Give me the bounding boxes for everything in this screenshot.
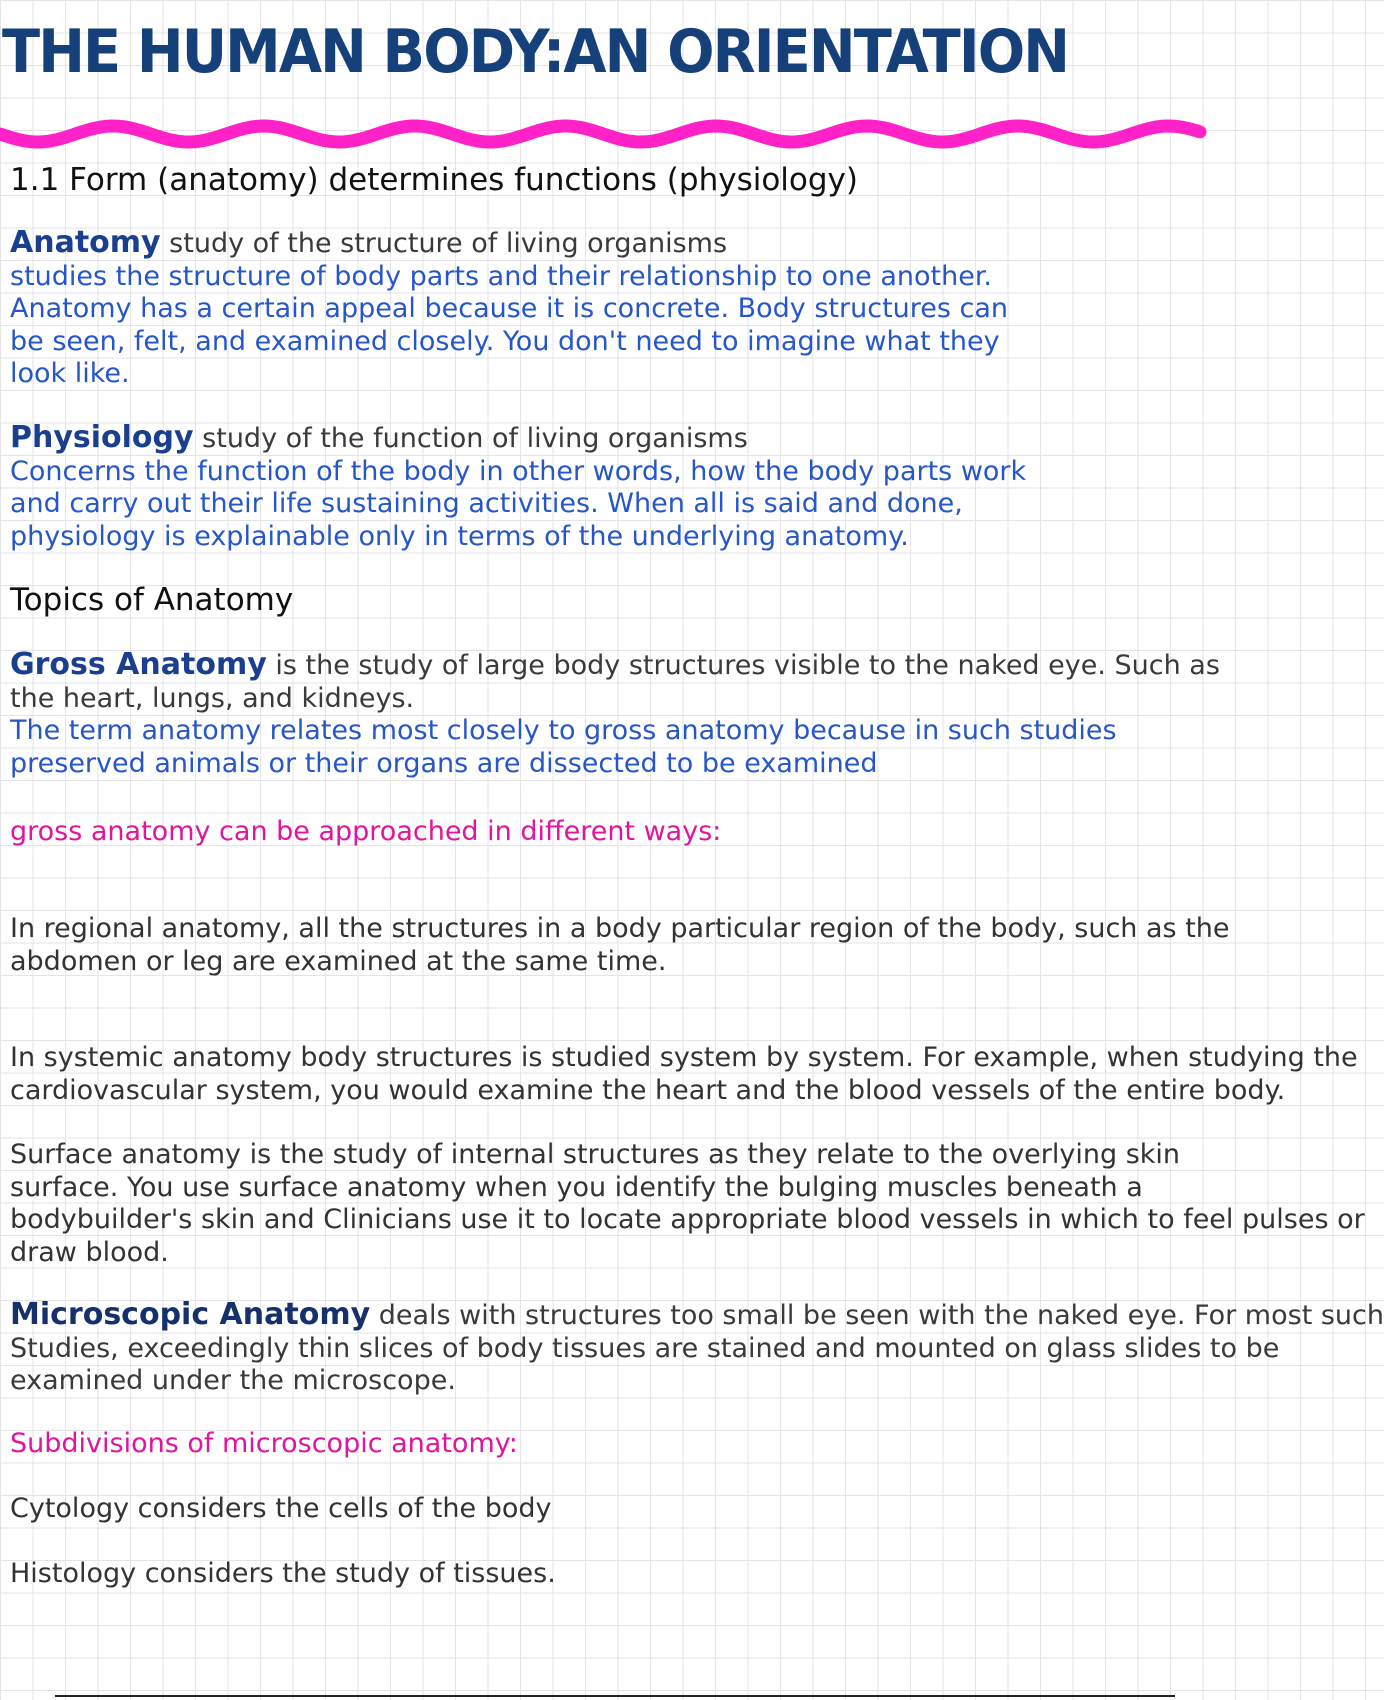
microscopic-line: Studies, exceedingly thin slices of body tissues are stained and mounted on glass slides to be — [10, 1332, 1280, 1364]
regional-anatomy-block — [10, 913, 1230, 978]
anatomy-block — [10, 227, 1200, 391]
microscopic-anatomy-term: Microscopic Anatomy — [10, 1297, 371, 1332]
gross-definition: is the study of large body structures visible to the naked eye. Such as — [266, 650, 1220, 681]
surface-line: Surface anatomy is the study of internal structures as they relate to the overlying skin — [10, 1139, 1181, 1170]
systemic-anatomy-block — [10, 1042, 1358, 1107]
microscopic-anatomy-block — [10, 1297, 1384, 1398]
gross-line: The term anatomy relates most closely to gross anatomy because in such studies — [10, 715, 1117, 746]
gross-definition-line-2: the heart, lungs, and kidneys. — [10, 682, 415, 714]
anatomy-definition: study of the structure of living organisms — [160, 228, 728, 259]
gross-line: preserved animals or their organs are dissected to be examined — [10, 747, 878, 779]
physiology-block — [10, 422, 1200, 553]
topics-heading: Topics of Anatomy — [10, 582, 294, 618]
gross-anatomy-term: Gross Anatomy — [10, 647, 267, 682]
surface-anatomy-block — [10, 1139, 1365, 1269]
anatomy-term: Anatomy — [10, 225, 161, 260]
anatomy-line: be seen, felt, and examined closely. You don't need to imagine what they — [10, 325, 1000, 357]
physiology-line: and carry out their life sustaining activities. When all is said and done, — [10, 488, 963, 519]
physiology-line: physiology is explainable only in terms of the underlying anatomy. — [10, 520, 909, 552]
title-wave-underline — [0, 116, 1200, 152]
gross-approaches-text: gross anatomy can be approached in different ways: — [10, 816, 722, 847]
cytology-text: Cytology considers the cells of the body — [10, 1493, 552, 1524]
anatomy-definition-line — [10, 227, 1200, 261]
regional-line: abdomen or leg are examined at the same time. — [10, 945, 667, 977]
bottom-divider — [55, 1695, 1175, 1697]
surface-line: draw blood. — [10, 1236, 169, 1268]
physiology-term: Physiology — [10, 420, 194, 455]
subdivisions-heading: Subdivisions of microscopic anatomy: — [10, 1428, 518, 1459]
systemic-line: In systemic anatomy body structures is studied system by system. For example, when studying the — [10, 1042, 1358, 1073]
section-heading-1-1: 1.1 Form (anatomy) determines functions (physiology) — [10, 162, 858, 198]
microscopic-definition-line — [10, 1297, 1384, 1333]
microscopic-definition: deals with structures too small be seen with the naked eye. For most such — [370, 1300, 1384, 1331]
anatomy-line: Anatomy has a certain appeal because it is concrete. Body structures can — [10, 293, 1009, 324]
surface-line: bodybuilder's skin and Clinicians use it to locate appropriate blood vessels in which to feel pulses or — [10, 1204, 1365, 1235]
systemic-line: cardiovascular system, you would examine the heart and the blood vessels of the entire body. — [10, 1074, 1286, 1106]
anatomy-line: look like. — [10, 358, 130, 389]
histology-item — [10, 1558, 1200, 1591]
physiology-definition-line — [10, 422, 1200, 456]
subdivisions-note — [10, 1428, 1200, 1461]
physiology-definition: study of the function of living organisms — [193, 423, 748, 454]
microscopic-line: examined under the microscope. — [10, 1365, 456, 1396]
gross-approaches-note — [10, 816, 1200, 849]
gross-definition-line — [10, 647, 1220, 683]
regional-line: In regional anatomy, all the structures in a body particular region of the body, such as the — [10, 913, 1230, 944]
cytology-item — [10, 1493, 1200, 1526]
physiology-line: Concerns the function of the body in other words, how the body parts work — [10, 455, 1027, 487]
histology-text: Histology considers the study of tissues. — [10, 1558, 556, 1589]
gross-anatomy-block — [10, 647, 1220, 780]
anatomy-line: studies the structure of body parts and their relationship to one another. — [10, 260, 993, 292]
page-title: THE HUMAN BODY:AN ORIENTATION — [2, 17, 1069, 87]
surface-line: surface. You use surface anatomy when you identify the bulging muscles beneath a — [10, 1171, 1143, 1203]
